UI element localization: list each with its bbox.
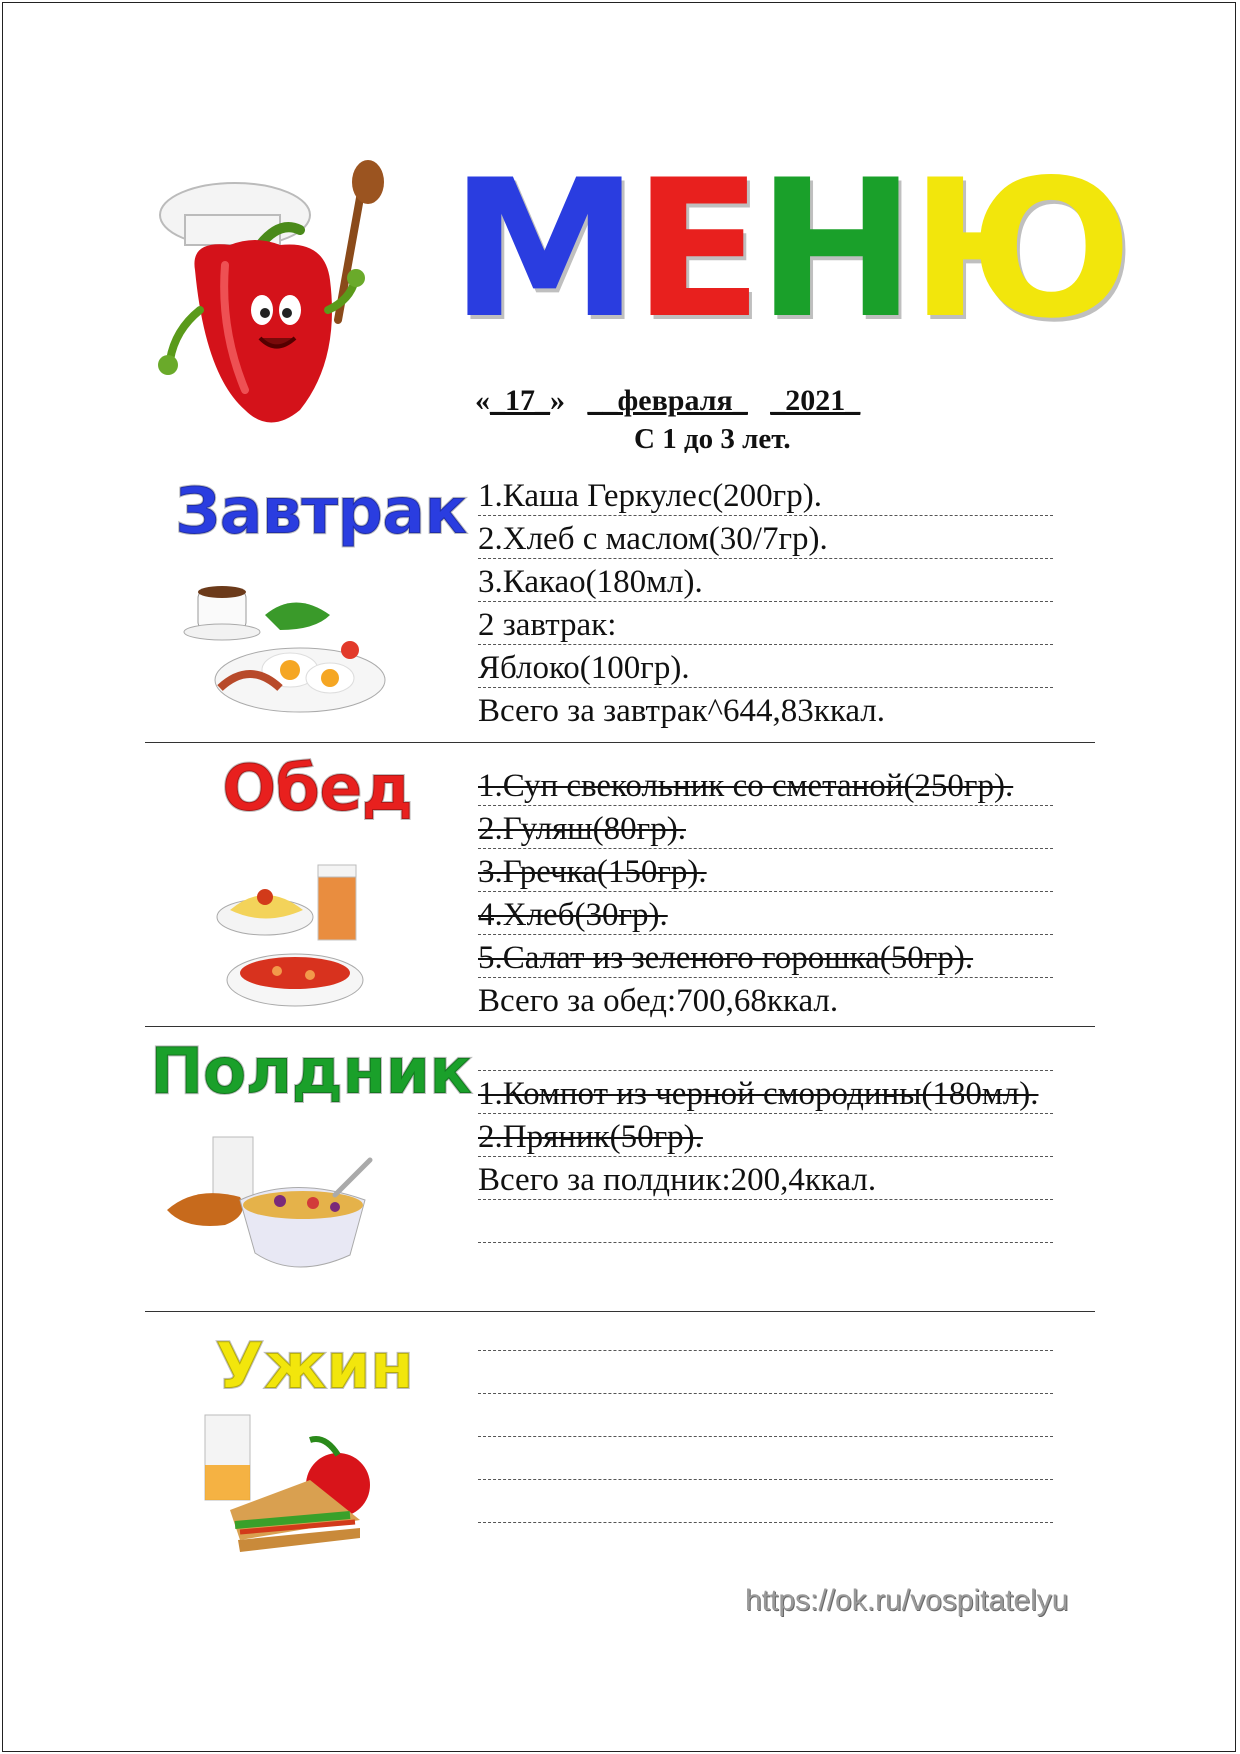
menu-line	[478, 1116, 1053, 1159]
date-close-quote: »	[550, 384, 565, 417]
page-title	[450, 139, 1127, 360]
section-divider	[145, 1026, 1095, 1027]
snack-menu	[478, 1030, 1053, 1245]
menu-item: 1.Суп свекольник со сметаной(250гр).	[478, 768, 1014, 804]
menu-line	[478, 937, 1053, 980]
menu-item: 2.Хлеб с маслом(30/7гр).	[478, 521, 828, 557]
breakfast-icon	[180, 570, 390, 720]
date-month: __февраля_	[587, 384, 748, 417]
menu-item: 2.Гуляш(80гр).	[478, 811, 686, 847]
lunch-menu	[478, 765, 1053, 1023]
menu-line	[478, 1159, 1053, 1202]
menu-line	[478, 647, 1053, 690]
watermark: https://ok.ru/vospitatelyu	[745, 1584, 1069, 1617]
menu-item: Всего за полдник:200,4ккал.	[478, 1162, 877, 1198]
menu-line	[478, 475, 1053, 518]
menu-item: 5.Салат из зеленого горошка(50гр).	[478, 940, 974, 976]
menu-line	[478, 1482, 1053, 1525]
age-group: С 1 до 3 лет.	[634, 423, 791, 455]
menu-line	[478, 894, 1053, 937]
title-letter: Е	[633, 139, 757, 360]
dinner-menu	[478, 1310, 1053, 1525]
menu-line	[478, 561, 1053, 604]
menu-line	[478, 1353, 1053, 1396]
date-year: _2021_	[770, 384, 861, 417]
menu-line	[478, 765, 1053, 808]
menu-item: 3.Какао(180мл).	[478, 564, 703, 600]
section-divider	[145, 742, 1095, 743]
menu-line	[478, 1396, 1053, 1439]
menu-line	[478, 1073, 1053, 1116]
section-title-dinner: Ужин	[215, 1330, 414, 1404]
date-open-quote: «	[475, 384, 490, 417]
menu-item: 1.Каша Геркулес(200гр).	[478, 478, 822, 514]
section-title-snack: Полдник	[150, 1035, 472, 1109]
menu-line	[478, 1439, 1053, 1482]
chef-pepper-icon	[150, 160, 420, 430]
title-letter: Ю	[909, 139, 1127, 360]
menu-line	[478, 1030, 1053, 1073]
title-letter: М	[450, 139, 634, 360]
section-title-breakfast: Завтрак	[175, 475, 467, 549]
breakfast-menu	[478, 475, 1053, 733]
menu-item: 1.Компот из черной смородины(180мл).	[478, 1076, 1039, 1112]
menu-item: 4.Хлеб(30гр).	[478, 897, 668, 933]
menu-line	[478, 851, 1053, 894]
menu-line	[478, 604, 1053, 647]
date-day: _17_	[490, 384, 550, 417]
section-title-lunch: Обед	[222, 752, 413, 826]
menu-total	[478, 690, 1053, 733]
menu-item: 2 завтрак:	[478, 607, 617, 643]
lunch-icon	[215, 855, 375, 1015]
menu-line	[478, 1202, 1053, 1245]
menu-item: 2.Пряник(50гр).	[478, 1119, 703, 1155]
snack-icon	[165, 1135, 385, 1285]
date-line	[475, 384, 860, 418]
menu-item: Яблоко(100гр).	[478, 650, 690, 686]
dinner-icon	[200, 1410, 380, 1565]
menu-line	[478, 518, 1053, 561]
menu-item: Всего за завтрак^644,83ккал.	[478, 693, 886, 729]
menu-item: Всего за обед:700,68ккал.	[478, 983, 839, 1019]
menu-line	[478, 1310, 1053, 1353]
menu-total	[478, 980, 1053, 1023]
title-letter: Н	[756, 139, 910, 360]
menu-line	[478, 808, 1053, 851]
menu-item: 3.Гречка(150гр).	[478, 854, 707, 890]
